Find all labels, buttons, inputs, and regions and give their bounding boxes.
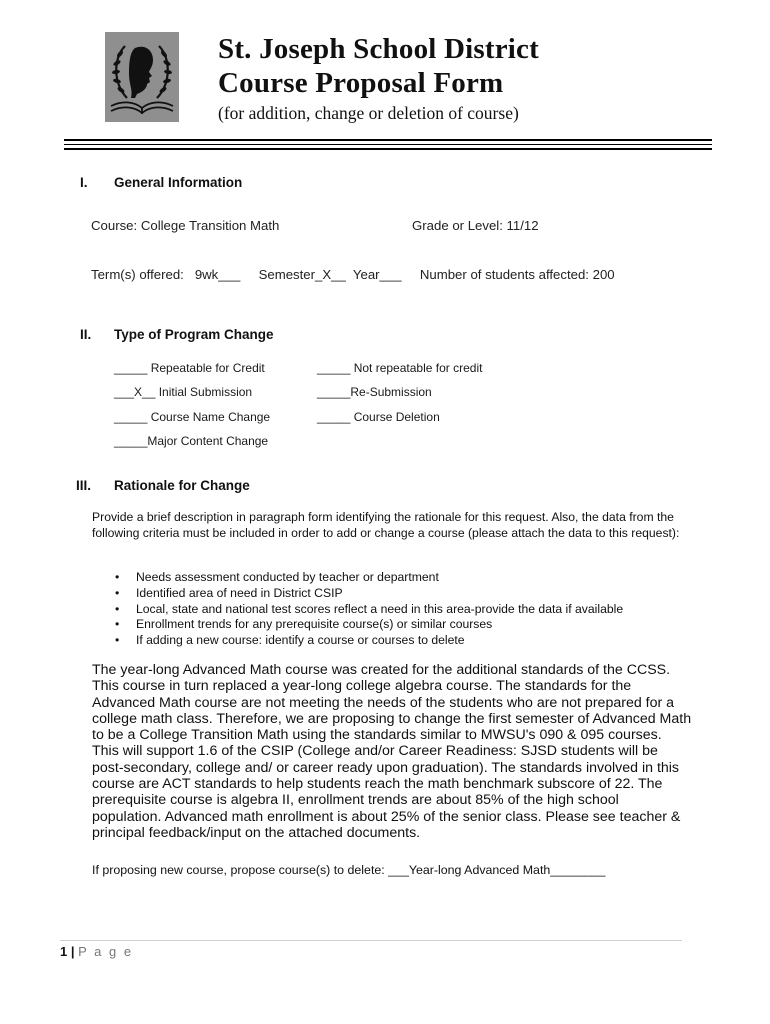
terms-offered-field: Term(s) offered: 9wk___ Semester_X__ Year___ Number of students affected: 200	[91, 267, 615, 282]
form-subtitle: (for addition, change or deletion of course)	[218, 103, 519, 123]
section1-number: I.	[80, 175, 88, 190]
list-item: • Needs assessment conducted by teacher or department	[113, 570, 623, 586]
option-not-repeatable-credit: _____ Not repeatable for credit	[317, 361, 483, 375]
option-re-submission: _____Re-Submission	[317, 385, 432, 399]
header-rule-bottom	[64, 148, 712, 150]
header-rule-top	[64, 139, 712, 141]
page-number: 1	[60, 944, 68, 959]
list-item: • Enrollment trends for any prerequisite course(s) or similar courses	[113, 617, 623, 633]
section3-number: III.	[76, 478, 92, 493]
section2-title: Type of Program Change	[114, 327, 274, 342]
option-repeatable-credit: _____ Repeatable for Credit	[114, 361, 265, 375]
option-course-deletion: _____ Course Deletion	[317, 410, 440, 424]
option-initial-submission: ___X__ Initial Submission	[114, 385, 253, 399]
page-footer	[60, 944, 133, 959]
section3-title: Rationale for Change	[114, 478, 250, 493]
form-title-line1: St. Joseph School District	[218, 33, 539, 65]
list-item: • If adding a new course: identify a course or courses to delete	[113, 633, 623, 649]
course-field: Course: College Transition Math	[91, 218, 280, 233]
option-course-name-change: _____ Course Name Change	[114, 410, 271, 424]
page-label: P a g e	[78, 944, 134, 959]
section2-number: II.	[80, 327, 92, 342]
criteria-list	[113, 570, 623, 649]
grade-level-field: Grade or Level: 11/12	[412, 218, 539, 233]
rationale-paragraph: The year-long Advanced Math course was created for the additional standards of the CCSS. This course in turn replaced a year-long college algebra course. The standards for the Advanced Math course are not meeting the needs of the students who are not prepared for a college math class. Therefore, we are proposing to change the first semester of Advanced Math to be a College Transition Math using the standards similar to MWSU's 090 & 095 courses. This will support 1.6 of the CSIP (College and/or Career Readiness: SJSD students will be post-secondary, college and/ or career ready upon graduation). The standards involved in this course are ACT standards to help students reach the math benchmark subscore of 22. The prerequisite course is algebra II, enrollment trends are about 85% of the high school population. Advanced math enrollment is about 25% of the senior class. Please see teacher & principal feedback/input on the attached documents.	[92, 662, 692, 841]
footer-rule	[60, 940, 682, 941]
option-major-content-change: _____Major Content Change	[114, 434, 269, 448]
rationale-instructions: Provide a brief description in paragraph form identifying the rationale for this request. Also, the data from the following criteria must be included in order to add or change a course (please attach the data to this request):	[92, 510, 680, 540]
list-item: • Local, state and national test scores reflect a need in this area-provide the data if available	[113, 602, 623, 618]
page-separator: |	[70, 944, 75, 959]
form-title-line2: Course Proposal Form	[218, 67, 504, 99]
propose-deletion-field: If proposing new course, propose course(s) to delete: ___Year-long Advanced Math________	[92, 863, 606, 877]
section1-title: General Information	[114, 175, 243, 190]
header-rule-middle	[64, 144, 712, 145]
list-item: • Identified area of need in District CSIP	[113, 586, 623, 602]
district-logo-icon	[105, 32, 179, 122]
